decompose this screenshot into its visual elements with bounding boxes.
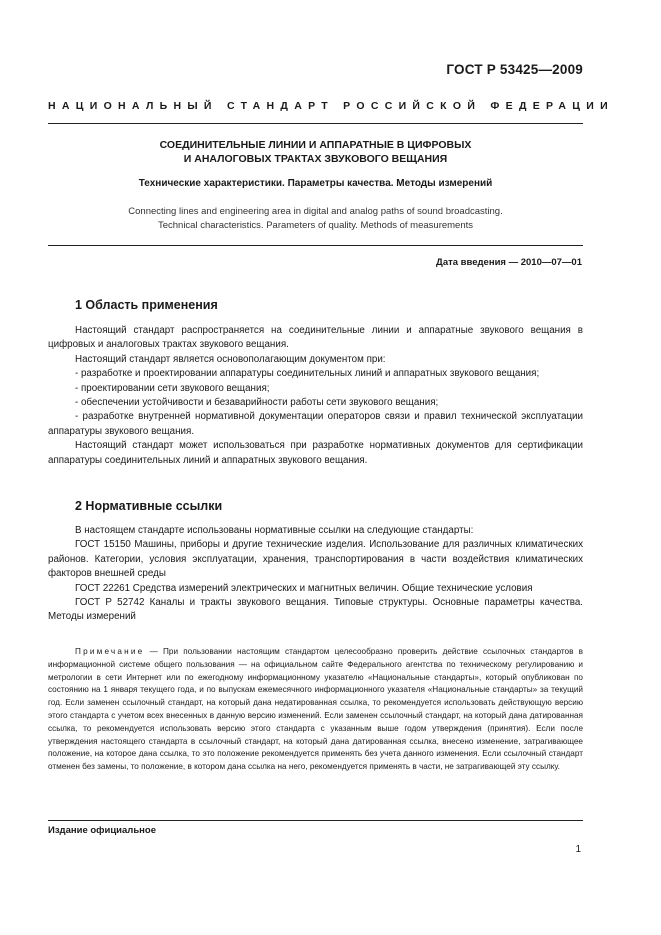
paragraph: Настоящий стандарт распространяется на соединительные линии и аппаратные звукового вещания в цифровых и аналоговых трактах звукового вещания. <box>48 325 583 351</box>
english-title-line-2: Technical characteristics. Parameters of quality. Methods of measurements <box>157 219 474 231</box>
section-2-heading: 2 Нормативные ссылки <box>75 499 223 513</box>
header-divider <box>48 123 583 124</box>
paragraph: Настоящий стандарт является основополагающим документом при: <box>75 353 386 365</box>
title-line-2: И АНАЛОГОВЫХ ТРАКТАХ ЗВУКОВОГО ВЕЩАНИЯ <box>183 153 448 165</box>
section-1-body <box>48 324 583 468</box>
title-divider <box>48 245 583 246</box>
page-number: 1 <box>575 844 581 855</box>
english-title <box>48 205 583 232</box>
standard-code: ГОСТ Р 53425—2009 <box>446 62 583 77</box>
references-note <box>48 646 583 774</box>
national-standard-banner: НАЦИОНАЛЬНЫЙ СТАНДАРТ РОССИЙСКОЙ ФЕДЕРАЦИИ <box>48 100 614 112</box>
title-line-1: СОЕДИНИТЕЛЬНЫЕ ЛИНИИ И АППАРАТНЫЕ В ЦИФРОВЫХ <box>159 139 472 151</box>
paragraph: - разработке внутренней нормативной документации операторов связи и правил технической эксплуатации аппаратуры звукового вещания. <box>48 411 583 437</box>
document-subtitle: Технические характеристики. Параметры качества. Методы измерений <box>138 178 493 189</box>
introduction-date: Дата введения — 2010—07—01 <box>436 257 582 268</box>
paragraph: В настоящем стандарте использованы нормативные ссылки на следующие стандарты: <box>75 525 474 536</box>
paragraph: Настоящий стандарт может использоваться при разработке нормативных документов для сертификации аппаратуры соединительных линий и аппаратных звукового вещания. <box>48 440 583 466</box>
footer-divider <box>48 820 583 821</box>
english-title-line-1: Connecting lines and engineering area in digital and analog paths of sound broadcasting. <box>128 206 503 217</box>
paragraph: - разработке и проектировании аппаратуры соединительных линий и аппаратных звукового вещания; <box>75 368 540 380</box>
section-2-body <box>48 524 583 625</box>
paragraph: - проектировании сети звукового вещания; <box>75 382 270 394</box>
note-text: — При пользовании настоящим стандартом целесообразно проверить действие ссылочных стандартов в информационной системе общего пользования — на официальном сайте Федерального агентства по техническому регулированию и метрологии в сети Интернет или по ежегодному информационному указателю «Национальные стандарты», который опубликован по состоянию на 1 января текущего года, и по выпускам ежемесячного информационного указателя «Национальные стандарты» за текущий год. Если заменен ссылочный стандарт, на который дана недатированная ссылка, то рекомендуется использовать действующую версию этого стандарта с учетом всех внесенных в данную версию изменений. Если заменен ссылочный стандарт, на который дана датированная ссылка, то рекомендуется использовать версию этого стандарта с указанным выше годом утверждения (принятия). Если после утверждения настоящего стандарта в ссылочный стандарт, на который дана датированная ссылка, внесено изменение, затрагивающее положение, на которое дана ссылка, то это положение рекомендуется применять без учета данного изменения. Если ссылочный стандарт отменен без замены, то положение, в котором дана ссылка на него, рекомендуется применять в части, не затрагивающей эту ссылку. <box>48 647 583 772</box>
paragraph: ГОСТ 22261 Средства измерений электрических и магнитных величин. Общие технические условия <box>75 582 533 594</box>
section-1-heading: 1 Область применения <box>75 298 218 312</box>
paragraph: ГОСТ Р 52742 Каналы и тракты звукового вещания. Типовые структуры. Основные параметры качества. Методы измерений <box>48 597 583 623</box>
note-label: Примечание <box>75 647 145 656</box>
official-edition-label: Издание официальное <box>48 825 156 836</box>
paragraph: ГОСТ 15150 Машины, приборы и другие технические изделия. Использование для различных климатических районов. Категории, условия эксплуатации, хранения, транспортирования в части воздействия климатических факторов внешней среды <box>48 539 583 580</box>
paragraph: - обеспечении устойчивости и безаварийности работы сети звукового вещания; <box>75 397 439 409</box>
document-title <box>48 138 583 166</box>
